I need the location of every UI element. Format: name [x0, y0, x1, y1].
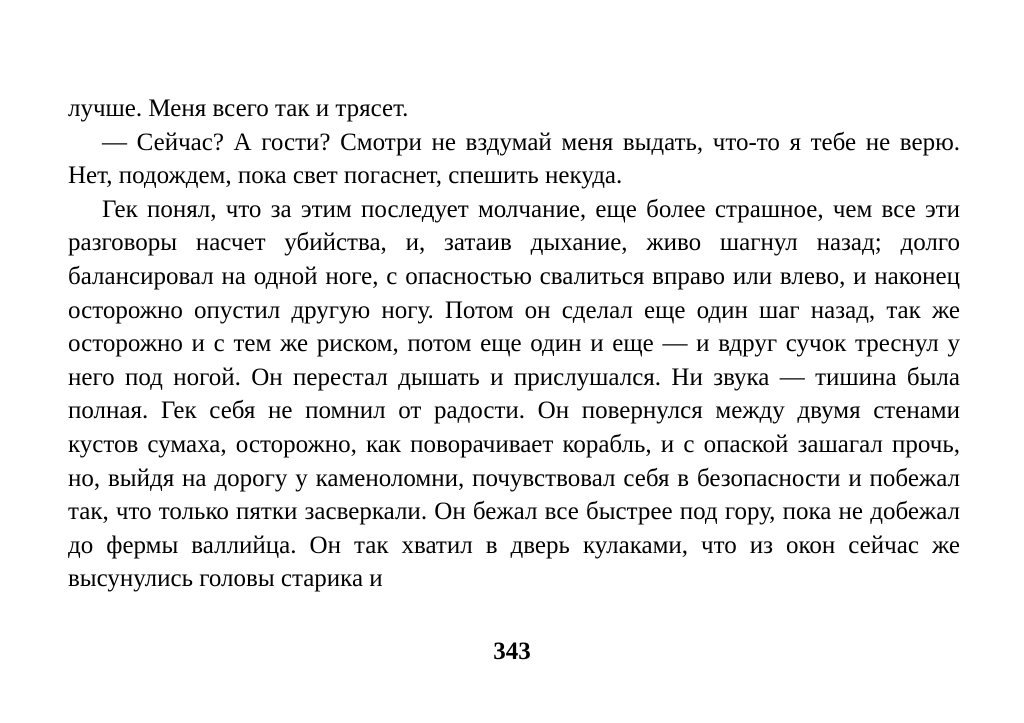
paragraph-dialogue: — Сейчас? А гости? Смотри не вздумай меня выдать, что-то я тебе не верю. Нет, подождем, пока свет погаснет, спешить некуда.: [68, 128, 960, 190]
paragraph-narrative: Гек понял, что за этим последует молчание, еще более страшное, чем все эти разговоры насчет убийства, и, затаив дыхание, живо шагнул назад; долго балансировал на одной ноге, с опасностью свалиться вправо или влево, и наконец осторожно опустил другую ногу. Потом он сделал еще один шаг назад, так же осторожно и с тем же риском, потом еще один и еще — и вдруг сучок треснул у него под ногой. Он перестал дышать и прислушался. Ни звука — тишина была полная. Гек себя не помнил от радости. Он повернулся между двумя стенами кустов сумаха, осторожно, как поворачивает корабль, и с опаской зашагал прочь, но, выйдя на дорогу у каменоломни, почувствовал себя в безопасности и побежал так, что только пятки засверкали. Он бежал все быстрее под гору, пока не добежал до фермы валлийца. Он так хватил в дверь кулаками, что из окон сейчас же высунулись головы старика и: [68, 195, 960, 593]
page-body: [68, 92, 960, 596]
paragraph-continuation: лучше. Меня всего так и трясет.: [68, 95, 409, 122]
page-number: 343: [493, 638, 531, 665]
